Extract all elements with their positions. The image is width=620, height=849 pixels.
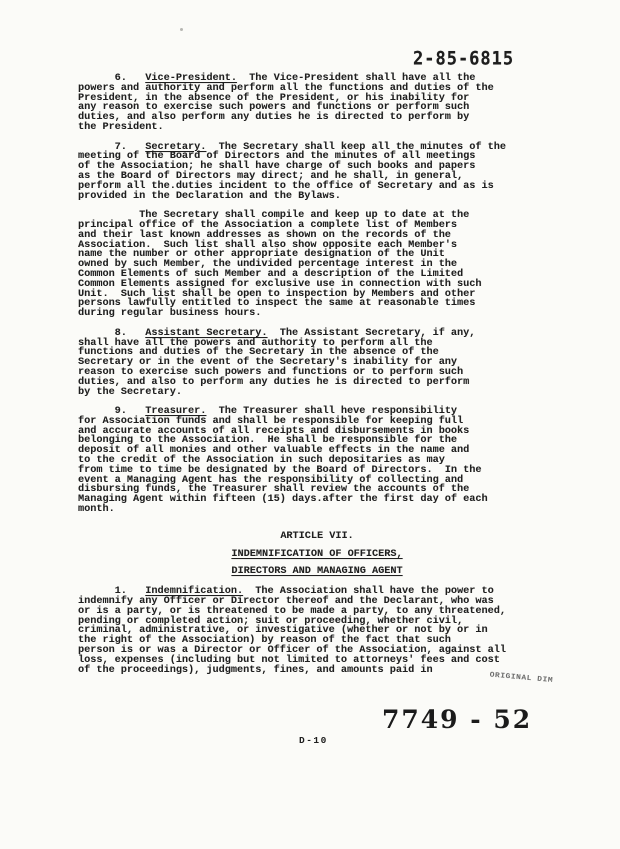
text-line — [78, 192, 530, 202]
text-segment: 1. — [78, 586, 146, 598]
text-segment: pending or completed action; suit or proceeding, whether civil, — [78, 615, 464, 627]
document-body — [78, 74, 530, 675]
text-segment: Managing Agent within fifteen (15) days.after the first day of each — [78, 494, 488, 506]
text-segment: and their last known addresses as shown on the records of the — [78, 229, 451, 241]
text-segment: event a Managing Agent has the responsibility of collecting and — [78, 474, 464, 486]
text-segment: duties, and also perform any duties he is directed to perform by — [78, 112, 470, 124]
page-number-label: D-10 — [299, 735, 328, 746]
block-para-6 — [78, 74, 530, 133]
text-segment: reason to exercise such powers and functions or to perform such — [78, 366, 464, 378]
text-segment: Unit. Such list shall be open to inspection by Members and other — [78, 288, 476, 300]
text-segment: Common Elements assigned for exclusive use in connection with such — [78, 278, 482, 290]
scan-speck — [180, 28, 183, 31]
underlined-text: Assistant Secretary. — [145, 327, 268, 339]
text-segment: from time to time be designated by the Board of Directors. In the — [78, 464, 482, 476]
block-para-9 — [78, 407, 530, 515]
text-segment: shall have all the powers and authority to perform all the — [78, 337, 433, 349]
document-number-stamp: 2-85-6815 — [413, 48, 515, 70]
text-line — [78, 123, 530, 133]
text-segment: disbursing funds, the Treasurer shall review the accounts of the — [78, 484, 470, 496]
text-segment: The Secretary shall compile and keep up to date at the — [78, 210, 470, 222]
text-segment: by the Secretary. — [78, 386, 182, 398]
text-segment: any reason to exercise such powers and functions or perform such — [78, 102, 470, 114]
underlined-text: DIRECTORS AND MANAGING AGENT — [231, 566, 403, 578]
text-segment: persons lawfully entitled to inspect the same at reasonable times — [78, 298, 476, 310]
recorder-number-stamp: 7749 - 52 — [382, 705, 533, 734]
block-heading-article-vii — [104, 532, 530, 542]
text-segment: ARTICLE VII. — [280, 530, 354, 542]
text-segment: deposit of all monies and other valuable effects in the name and — [78, 445, 470, 457]
text-segment: the President. — [78, 121, 164, 133]
text-segment: 6. — [78, 73, 146, 84]
text-segment: The Treasurer shall heve responsibility — [206, 406, 458, 418]
text-segment: to the credit of the Association in such depositaries as may — [78, 455, 445, 467]
text-segment: The Association shall have the power to — [243, 586, 494, 598]
text-segment: as the Board of Directors may direct; and he shall, in general, — [78, 170, 464, 182]
underlined-text: Treasurer. — [145, 406, 207, 418]
original-ink-stamp: ORIGINAL DIM — [489, 671, 554, 685]
text-line — [104, 550, 530, 560]
text-segment: duties, and also to perform any duties he is directed to perform — [78, 376, 470, 388]
text-line — [78, 388, 530, 398]
text-segment: powers and authority and perform all the functions and duties of the — [78, 82, 494, 94]
text-segment: loss, expenses (including but not limited to attorneys' fees and cost — [78, 654, 500, 666]
text-segment: person is or was a Director or Officer of the Association, against all — [78, 645, 506, 657]
text-segment: meeting of the Board of Directors and the minutes of all meetings — [78, 151, 476, 163]
text-segment: the right of the Association) by reason of the fact that such — [78, 635, 451, 647]
text-segment: principal office of the Association a complete list of Members — [78, 219, 458, 231]
block-para-1-indemnification — [78, 587, 530, 675]
text-segment: and accurate accounts of all receipts and disbursements in books — [78, 425, 470, 437]
text-line — [78, 505, 530, 515]
text-line — [78, 309, 530, 319]
text-segment: The Secretary shall keep all the minutes of the — [206, 141, 506, 153]
underlined-text: Indemnification. — [145, 586, 244, 598]
text-segment: of the proceedings), judgments, fines, and amounts paid in — [78, 664, 433, 676]
text-segment: 9. — [78, 406, 146, 418]
text-segment: for Association funds and shall be responsible for keeping full — [78, 415, 464, 427]
text-segment: 8. — [78, 327, 146, 339]
block-para-7 — [78, 143, 530, 202]
text-segment: month. — [78, 504, 115, 516]
text-segment: name the number or other appropriate designation of the Unit — [78, 249, 445, 261]
text-segment: of the Association; he shall have charge of such books and papers — [78, 161, 476, 173]
text-segment: Common Elements of such Member and a description of the Limited — [78, 268, 464, 280]
text-segment: Association. Such list shall also show opposite each Member's — [78, 239, 458, 251]
text-line — [78, 666, 530, 676]
underlined-text: Secretary. — [145, 141, 207, 153]
block-heading-indemnification — [104, 550, 530, 560]
block-para-8 — [78, 329, 530, 398]
underlined-text: Vice-President. — [145, 73, 237, 84]
text-segment: indemnify any Officer or Director thereof and the Declarant, who was — [78, 596, 494, 608]
text-segment: during regular business hours. — [78, 308, 262, 320]
text-line — [104, 532, 530, 542]
block-para-secretary-duties — [78, 211, 530, 319]
text-segment: or is a party, or is threatened to be made a party, to any threatened, — [78, 605, 506, 617]
text-segment: perform all the.duties incident to the office of Secretary and as is — [78, 180, 494, 192]
text-segment: 7. — [78, 141, 146, 153]
text-segment: belonging to the Association. He shall be responsible for the — [78, 435, 458, 447]
text-segment: functions and duties of the Secretary in the absence of the — [78, 347, 439, 359]
underlined-text: INDEMNIFICATION OF OFFICERS, — [231, 548, 403, 560]
text-segment: The Assistant Secretary, if any, — [267, 327, 476, 339]
text-line — [104, 567, 530, 577]
block-heading-directors — [104, 567, 530, 577]
text-segment: Secretary or in the event of the Secretary's inability for any — [78, 357, 458, 369]
text-segment: criminal, administrative, or investigative (whether or not by or in — [78, 625, 488, 637]
text-segment: owned by such Member, the undivided percentage interest in the — [78, 259, 458, 271]
text-segment: President, in the absence of the President, or his inability for — [78, 92, 470, 104]
text-segment: The Vice-President shall have all the — [236, 73, 476, 84]
text-segment: provided in the Declaration and the Bylaws. — [78, 190, 341, 202]
text-line — [78, 495, 530, 505]
